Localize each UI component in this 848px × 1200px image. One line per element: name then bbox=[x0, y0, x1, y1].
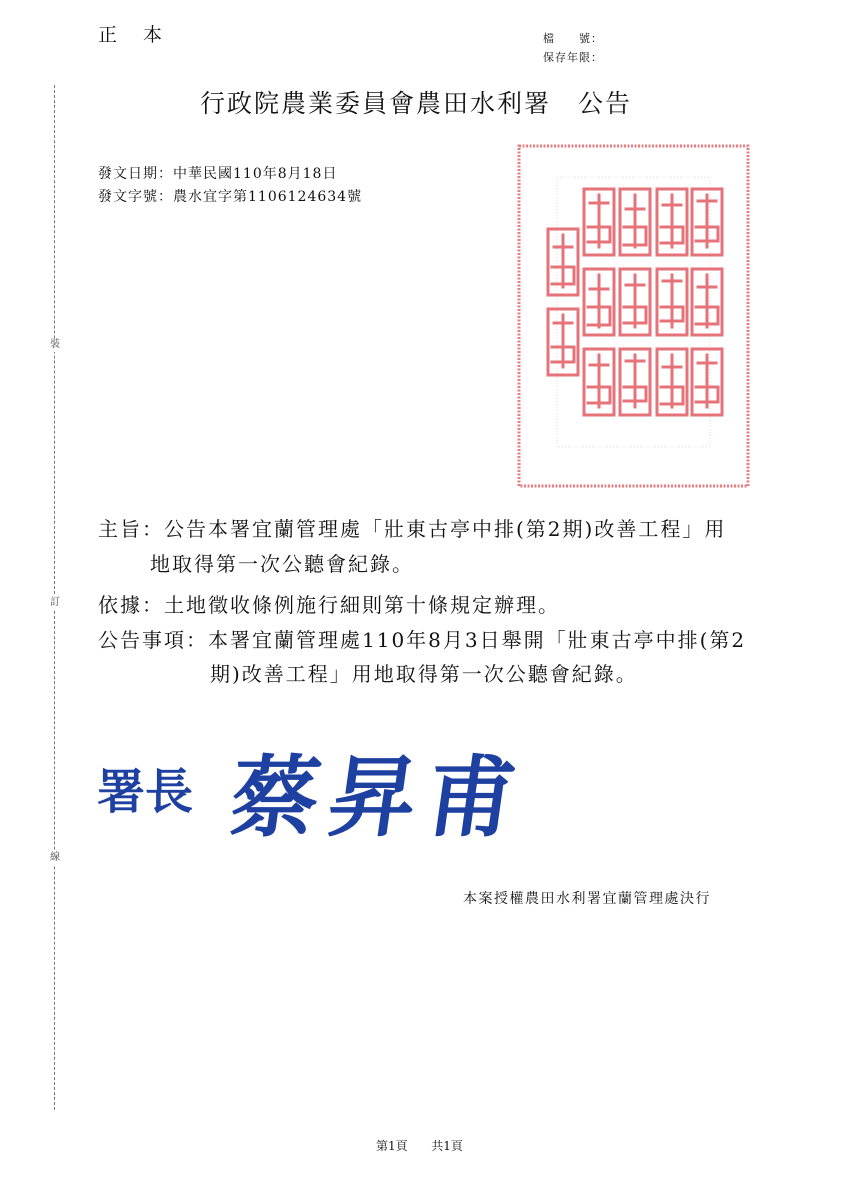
seal-glyph bbox=[657, 349, 687, 415]
seal-glyph bbox=[584, 189, 614, 255]
binding-mark-xian: 線 bbox=[50, 852, 60, 863]
signature-title: 署長 bbox=[97, 764, 194, 820]
authorization-note: 本案授權農田水利署宜蘭管理處決行 bbox=[463, 891, 711, 907]
seal-glyph bbox=[620, 189, 650, 255]
copy-mark: 正本 bbox=[98, 24, 189, 46]
page-number: 第1頁 bbox=[376, 1139, 408, 1153]
seal-glyph bbox=[548, 309, 578, 375]
binding-mark-zhuang: 裝 bbox=[50, 339, 60, 350]
file-number-label: 檔 號： bbox=[543, 32, 603, 45]
official-seal-stamp bbox=[517, 144, 750, 488]
seal-glyph bbox=[620, 269, 650, 335]
retention-period-label: 保存年限： bbox=[543, 51, 603, 64]
seal-glyph bbox=[584, 349, 614, 415]
issue-date: 發文日期：中華民國110年8月18日 bbox=[98, 166, 338, 182]
announcement-items-line-2: 期)改善工程」用地取得第一次公聽會紀錄。 bbox=[210, 662, 638, 686]
page-total: 共1頁 bbox=[431, 1139, 463, 1153]
seal-glyph bbox=[657, 189, 687, 255]
basis-line: 依據：土地徵收條例施行細則第十條規定辦理。 bbox=[98, 593, 560, 617]
seal-glyph bbox=[692, 269, 722, 335]
seal-glyph bbox=[620, 349, 650, 415]
announcement-title: 行政院農業委員會農田水利署 公告 bbox=[200, 89, 633, 118]
binding-mark-ding: 訂 bbox=[50, 597, 60, 608]
seal-glyph bbox=[692, 189, 722, 255]
announcement-items-line-1: 公告事項：本署宜蘭管理處110年8月3日舉開「壯東古亭中排(第2 bbox=[98, 628, 747, 652]
issue-number: 發文字號：農水宜字第1106124634號 bbox=[98, 189, 363, 205]
seal-glyph bbox=[657, 269, 687, 335]
page-footer bbox=[376, 1137, 463, 1154]
signature-name: 蔡昇甫 bbox=[223, 746, 533, 849]
subject-line-1: 主旨：公告本署宜蘭管理處「壯東古亭中排(第2期)改善工程」用 bbox=[98, 517, 727, 541]
subject-line-2: 地取得第一次公聽會紀錄。 bbox=[150, 552, 414, 576]
seal-glyph bbox=[548, 229, 578, 295]
seal-glyph bbox=[584, 269, 614, 335]
seal-glyph bbox=[692, 349, 722, 415]
